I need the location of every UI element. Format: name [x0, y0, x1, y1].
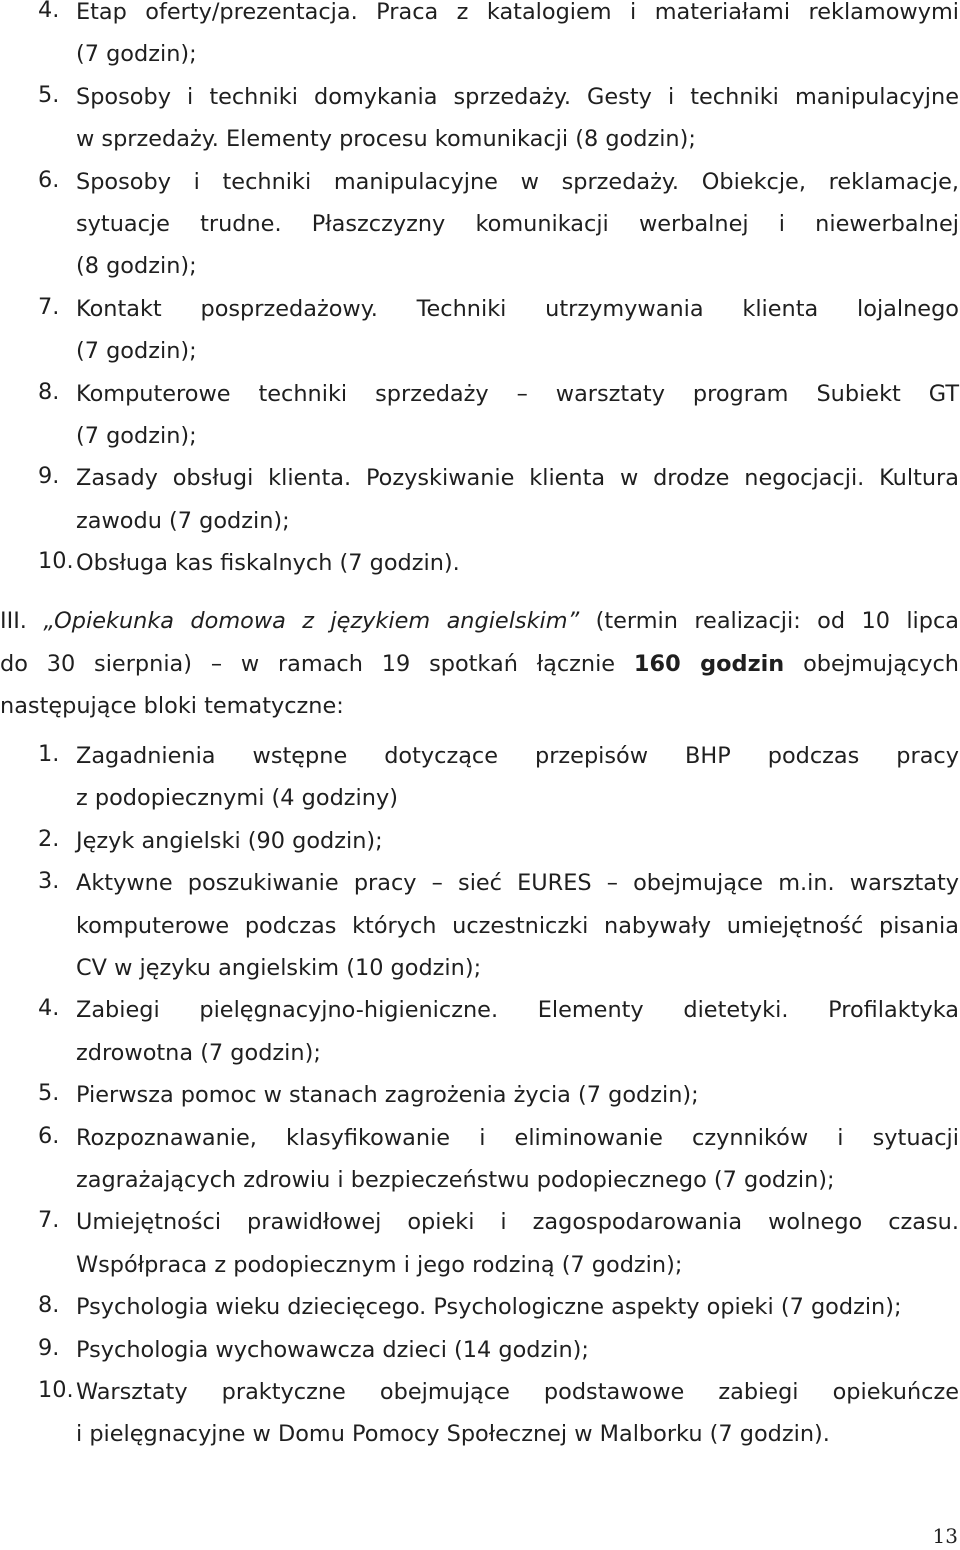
list-item-line: Zasady obsługi klienta. Pozyskiwanie klienta w drodze negocjacji. Kultura: [76, 465, 959, 492]
list-item-line: Zabiegi pielęgnacyjno-higieniczne. Elementy dietetyki. Profilaktyka: [76, 997, 959, 1024]
section-iii-line-2: do 30 sierpnia) – w ramach 19 spotkań łącznie 160 godzin obejmujących: [0, 651, 959, 677]
list-item-number: 7.: [38, 293, 60, 320]
list-item-line: Rozpoznawanie, klasyfikowanie i eliminowanie czynników i sytuacji: [76, 1124, 959, 1151]
section-term: (termin realizacji: od 10 lipca: [595, 608, 960, 634]
section-numeral: III.: [0, 608, 27, 634]
list-item-number: 6.: [38, 1122, 60, 1149]
list-item-number: 1.: [38, 741, 60, 767]
list-item-line: Psychologia wieku dziecięcego. Psychologiczne aspekty opieki (7 godzin);: [76, 1294, 902, 1321]
section-title: „Opiekunka domowa z językiem angielskim”: [43, 608, 580, 634]
list-item-number: 4.: [38, 995, 60, 1022]
list-item-line: zagrażających zdrowiu i bezpieczeństwu podopiecznego (7 godzin);: [76, 1166, 835, 1193]
list-item-line: Komputerowe techniki sprzedaży – warsztaty program Subiekt GT: [76, 380, 959, 407]
list-item-line: Współpraca z podopiecznym i jego rodziną (7 godzin);: [76, 1251, 683, 1278]
list-item-number: 10.: [38, 1377, 74, 1403]
list-item-number: 5.: [38, 1080, 60, 1107]
list-item-line: Sposoby i techniki manipulacyjne w sprzedaży. Obiekcje, reklamacje,: [76, 168, 959, 195]
section-iii-line-3: następujące bloki tematyczne:: [0, 693, 344, 719]
list-item-line: zawodu (7 godzin);: [76, 507, 290, 534]
list-item-number: 9.: [38, 1334, 60, 1361]
list-item-number: 3.: [38, 868, 60, 895]
list-item-number: 10.: [38, 548, 74, 575]
list-item-line: komputerowe podczas których uczestniczki nabywały umiejętność pisania: [76, 912, 959, 939]
list-item-line: Sposoby i techniki domykania sprzedaży. Gesty i techniki manipulacyjne: [76, 83, 959, 110]
list-item-number: 8.: [38, 378, 60, 405]
list-item-line: Pierwsza pomoc w stanach zagrożenia życia (7 godzin);: [76, 1082, 699, 1109]
section-iii-line-1: [0, 606, 959, 650]
list-item-number: 5.: [38, 81, 60, 108]
list-item-line: Etap oferty/prezentacja. Praca z katalogiem i materiałami reklamowymi: [76, 0, 959, 25]
list-item-line: Obsługa kas fiskalnych (7 godzin).: [76, 550, 460, 577]
list-item-line: i pielęgnacyjne w Domu Pomocy Społecznej w Malborku (7 godzin).: [76, 1421, 830, 1448]
list-item-number: 2.: [38, 825, 60, 852]
list-item-line: z podopiecznymi (4 godziny): [76, 785, 398, 812]
list-item-line: Aktywne poszukiwanie pracy – sieć EURES – obejmujące m.in. warsztaty: [76, 870, 959, 897]
list-item-line: Język angielski (90 godzin);: [76, 827, 383, 854]
page-number: 13: [932, 1524, 958, 1548]
total-hours: 160 godzin: [633, 651, 785, 677]
list-item-line: w sprzedaży. Elementy procesu komunikacji (8 godzin);: [76, 126, 696, 153]
list-item-line: Kontakt posprzedażowy. Techniki utrzymywania klienta lojalnego: [76, 295, 959, 322]
list-item-line: sytuacje trudne. Płaszczyzny komunikacji werbalnej i niewerbalnej: [76, 210, 959, 237]
list-item-line: (8 godzin);: [76, 253, 197, 280]
list-item-number: 8.: [38, 1292, 60, 1319]
list-item-number: 6.: [38, 166, 60, 193]
list-item-line: (7 godzin);: [76, 422, 197, 449]
list-item-line: zdrowotna (7 godzin);: [76, 1039, 321, 1066]
list-item-number: 4.: [38, 0, 60, 23]
list-item-line: (7 godzin);: [76, 338, 197, 365]
list-item-line: Umiejętności prawidłowej opieki i zagospodarowania wolnego czasu.: [76, 1209, 959, 1236]
list-item-number: 9.: [38, 463, 60, 490]
list-item-line: Warsztaty praktyczne obejmujące podstawowe zabiegi opiekuńcze: [76, 1379, 959, 1405]
list-item-line: Psychologia wychowawcza dzieci (14 godzin);: [76, 1336, 589, 1363]
list-item-number: 7.: [38, 1207, 60, 1234]
list-item-line: (7 godzin);: [76, 41, 197, 68]
list-item-line: CV w języku angielskim (10 godzin);: [76, 954, 482, 981]
list-item-line: Zagadnienia wstępne dotyczące przepisów BHP podczas pracy: [76, 743, 959, 769]
